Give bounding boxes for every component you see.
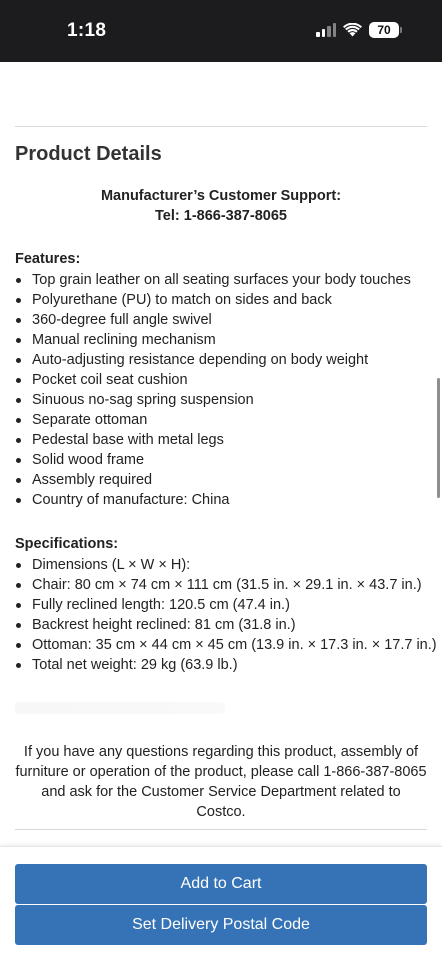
list-item: Top grain leather on all seating surfaces your body touches: [15, 270, 427, 290]
support-phone: Tel: 1-866-387-8065: [155, 208, 287, 224]
list-item: Assembly required: [15, 470, 427, 490]
list-item: Pocket coil seat cushion: [15, 370, 427, 390]
list-item: Backrest height reclined: 81 cm (31.8 in.): [15, 615, 427, 635]
divider: [15, 829, 427, 830]
list-item: Dimensions (L × W × H):: [15, 555, 427, 575]
list-item: Ottoman: 35 cm × 44 cm × 45 cm (13.9 in. × 17.3 in. × 17.7 in.): [15, 635, 427, 655]
support-heading: Manufacturer’s Customer Support:: [100, 188, 342, 204]
scrollbar[interactable]: [437, 378, 440, 498]
list-item: Total net weight: 29 kg (63.9 lb.): [15, 655, 427, 675]
action-bar: [0, 846, 442, 961]
divider: [15, 126, 427, 127]
list-item: Solid wood frame: [15, 450, 427, 470]
list-item: Polyurethane (PU) to match on sides and back: [15, 290, 427, 310]
add-to-cart-button[interactable]: Add to Cart: [15, 864, 427, 904]
list-item: Pedestal base with metal legs: [15, 430, 427, 450]
list-item: Country of manufacture: China: [15, 490, 427, 510]
status-bar: [0, 0, 442, 62]
section-title: Product Details: [15, 143, 162, 165]
faded-text-placeholder: [15, 702, 225, 714]
features-list: [15, 270, 427, 510]
wifi-icon: [343, 23, 362, 37]
list-item: Fully reclined length: 120.5 cm (47.4 in.): [15, 595, 427, 615]
list-item: Sinuous no-sag spring suspension: [15, 390, 427, 410]
list-item: 360-degree full angle swivel: [15, 310, 427, 330]
battery-level: 70: [369, 22, 399, 38]
status-time: 1:18: [67, 20, 107, 41]
list-item: Chair: 80 cm × 74 cm × 111 cm (31.5 in. × 29.1 in. × 43.7 in.): [15, 575, 427, 595]
status-icons: [316, 22, 402, 38]
set-delivery-postal-code-button[interactable]: Set Delivery Postal Code: [15, 905, 427, 945]
specifications-title: Specifications:: [15, 536, 119, 552]
list-item: Separate ottoman: [15, 410, 427, 430]
customer-support-block: [15, 186, 427, 226]
features-title: Features:: [15, 251, 81, 267]
cellular-signal-icon: [316, 23, 336, 37]
contact-note: If you have any questions regarding this product, assembly of furniture or operation of the product, please call 1-866-387-8065 and ask for the Customer Service Department related to Costco.: [15, 744, 427, 820]
list-item: Manual reclining mechanism: [15, 330, 427, 350]
specifications-list: [15, 555, 437, 675]
battery-icon: [369, 22, 402, 38]
list-item: Auto-adjusting resistance depending on body weight: [15, 350, 427, 370]
